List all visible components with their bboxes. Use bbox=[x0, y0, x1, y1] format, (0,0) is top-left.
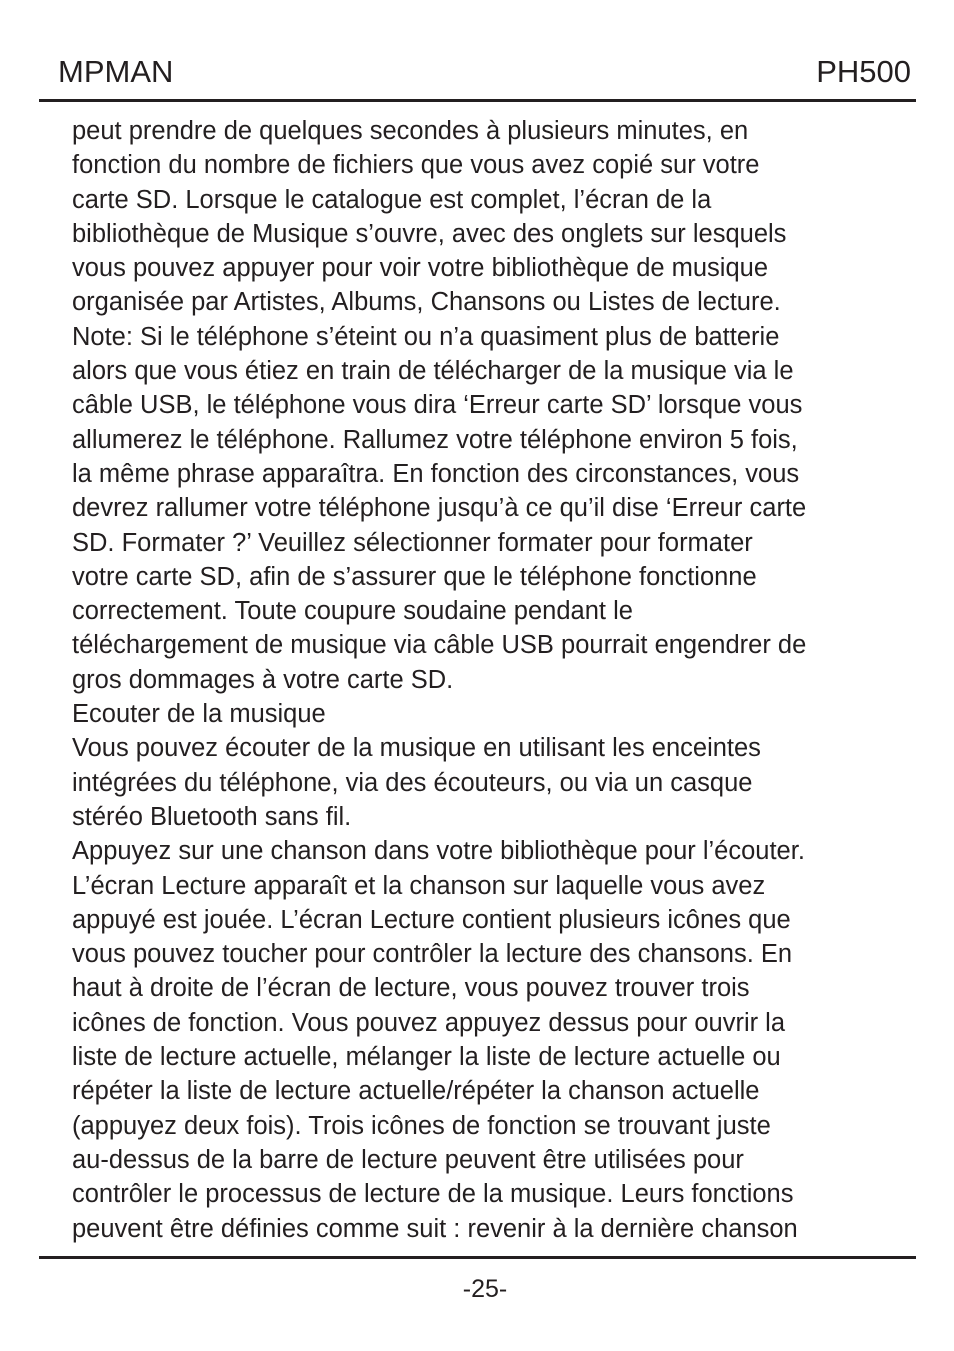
text-line: allumerez le téléphone. Rallumez votre téléphone environ 5 fois, bbox=[72, 425, 798, 454]
text-line: peut prendre de quelques secondes à plusieurs minutes, en bbox=[72, 117, 749, 145]
text-line: téléchargement de musique via câble USB pourrait engendrer de bbox=[72, 631, 807, 660]
footer-rule bbox=[39, 1256, 916, 1259]
text-line: carte SD. Lorsque le catalogue est complet, l’écran de la bbox=[72, 185, 712, 214]
text-line: au-dessus de la barre de lecture peuvent être utilisées pour bbox=[72, 1145, 744, 1174]
text-line: intégrées du téléphone, via des écouteurs, ou via un casque bbox=[72, 768, 753, 797]
text-line: icônes de fonction. Vous pouvez appuyez dessus pour ouvrir la bbox=[72, 1008, 786, 1037]
text-line: SD. Formater ?’ Veuillez sélectionner formater pour formater bbox=[72, 528, 753, 557]
text-line: peuvent être définies comme suit : revenir à la dernière chanson bbox=[72, 1214, 798, 1243]
text-line: Vous pouvez écouter de la musique en utilisant les enceintes bbox=[72, 734, 761, 763]
text-line: votre carte SD, afin de s’assurer que le téléphone fonctionne bbox=[72, 562, 757, 591]
page-header bbox=[39, 54, 915, 100]
text-line: gros dommages à votre carte SD. bbox=[72, 665, 454, 694]
text-line: Appuyez sur une chanson dans votre bibliothèque pour l’écouter. bbox=[72, 837, 805, 866]
page-number: -25- bbox=[462, 1275, 508, 1303]
text-line: vous pouvez toucher pour contrôler la lecture des chansons. En bbox=[72, 940, 793, 969]
text-line: vous pouvez appuyer pour voir votre bibliothèque de musique bbox=[72, 254, 769, 283]
body-text bbox=[72, 114, 902, 1246]
text-line: organisée par Artistes, Albums, Chansons ou Listes de lecture. bbox=[72, 288, 781, 317]
text-line: (appuyez deux fois). Trois icônes de fonction se trouvant juste bbox=[72, 1111, 771, 1140]
text-line: alors que vous étiez en train de télécharger de la musique via le bbox=[72, 357, 794, 386]
brand-name: MPMAN bbox=[58, 54, 174, 89]
text-line: la même phrase apparaîtra. En fonction des circonstances, vous bbox=[72, 459, 800, 488]
text-line: contrôler le processus de lecture de la musique. Leurs fonctions bbox=[72, 1180, 794, 1209]
model-name: PH500 bbox=[816, 54, 911, 89]
text-line: Note: Si le téléphone s’éteint ou n’a quasiment plus de batterie bbox=[72, 322, 780, 351]
text-line: répéter la liste de lecture actuelle/répéter la chanson actuelle bbox=[72, 1077, 760, 1106]
text-line: stéréo Bluetooth sans fil. bbox=[72, 802, 352, 831]
text-line: câble USB, le téléphone vous dira ‘Erreur carte SD’ lorsque vous bbox=[72, 391, 803, 420]
section-heading: Ecouter de la musique bbox=[72, 700, 326, 729]
text-line: correctement. Toute coupure soudaine pendant le bbox=[72, 597, 633, 626]
text-line: appuyé est jouée. L’écran Lecture contient plusieurs icônes que bbox=[72, 905, 791, 934]
text-line: liste de lecture actuelle, mélanger la liste de lecture actuelle ou bbox=[72, 1043, 781, 1072]
text-line: fonction du nombre de fichiers que vous avez copié sur votre bbox=[72, 151, 760, 180]
header-rule bbox=[39, 99, 916, 102]
text-line: devrez rallumer votre téléphone jusqu’à ce qu’il dise ‘Erreur carte bbox=[72, 494, 807, 523]
text-line: L’écran Lecture apparaît et la chanson sur laquelle vous avez bbox=[72, 871, 766, 900]
text-line: bibliothèque de Musique s’ouvre, avec des onglets sur lesquels bbox=[72, 219, 787, 248]
text-line: haut à droite de l’écran de lecture, vous pouvez trouver trois bbox=[72, 974, 750, 1003]
